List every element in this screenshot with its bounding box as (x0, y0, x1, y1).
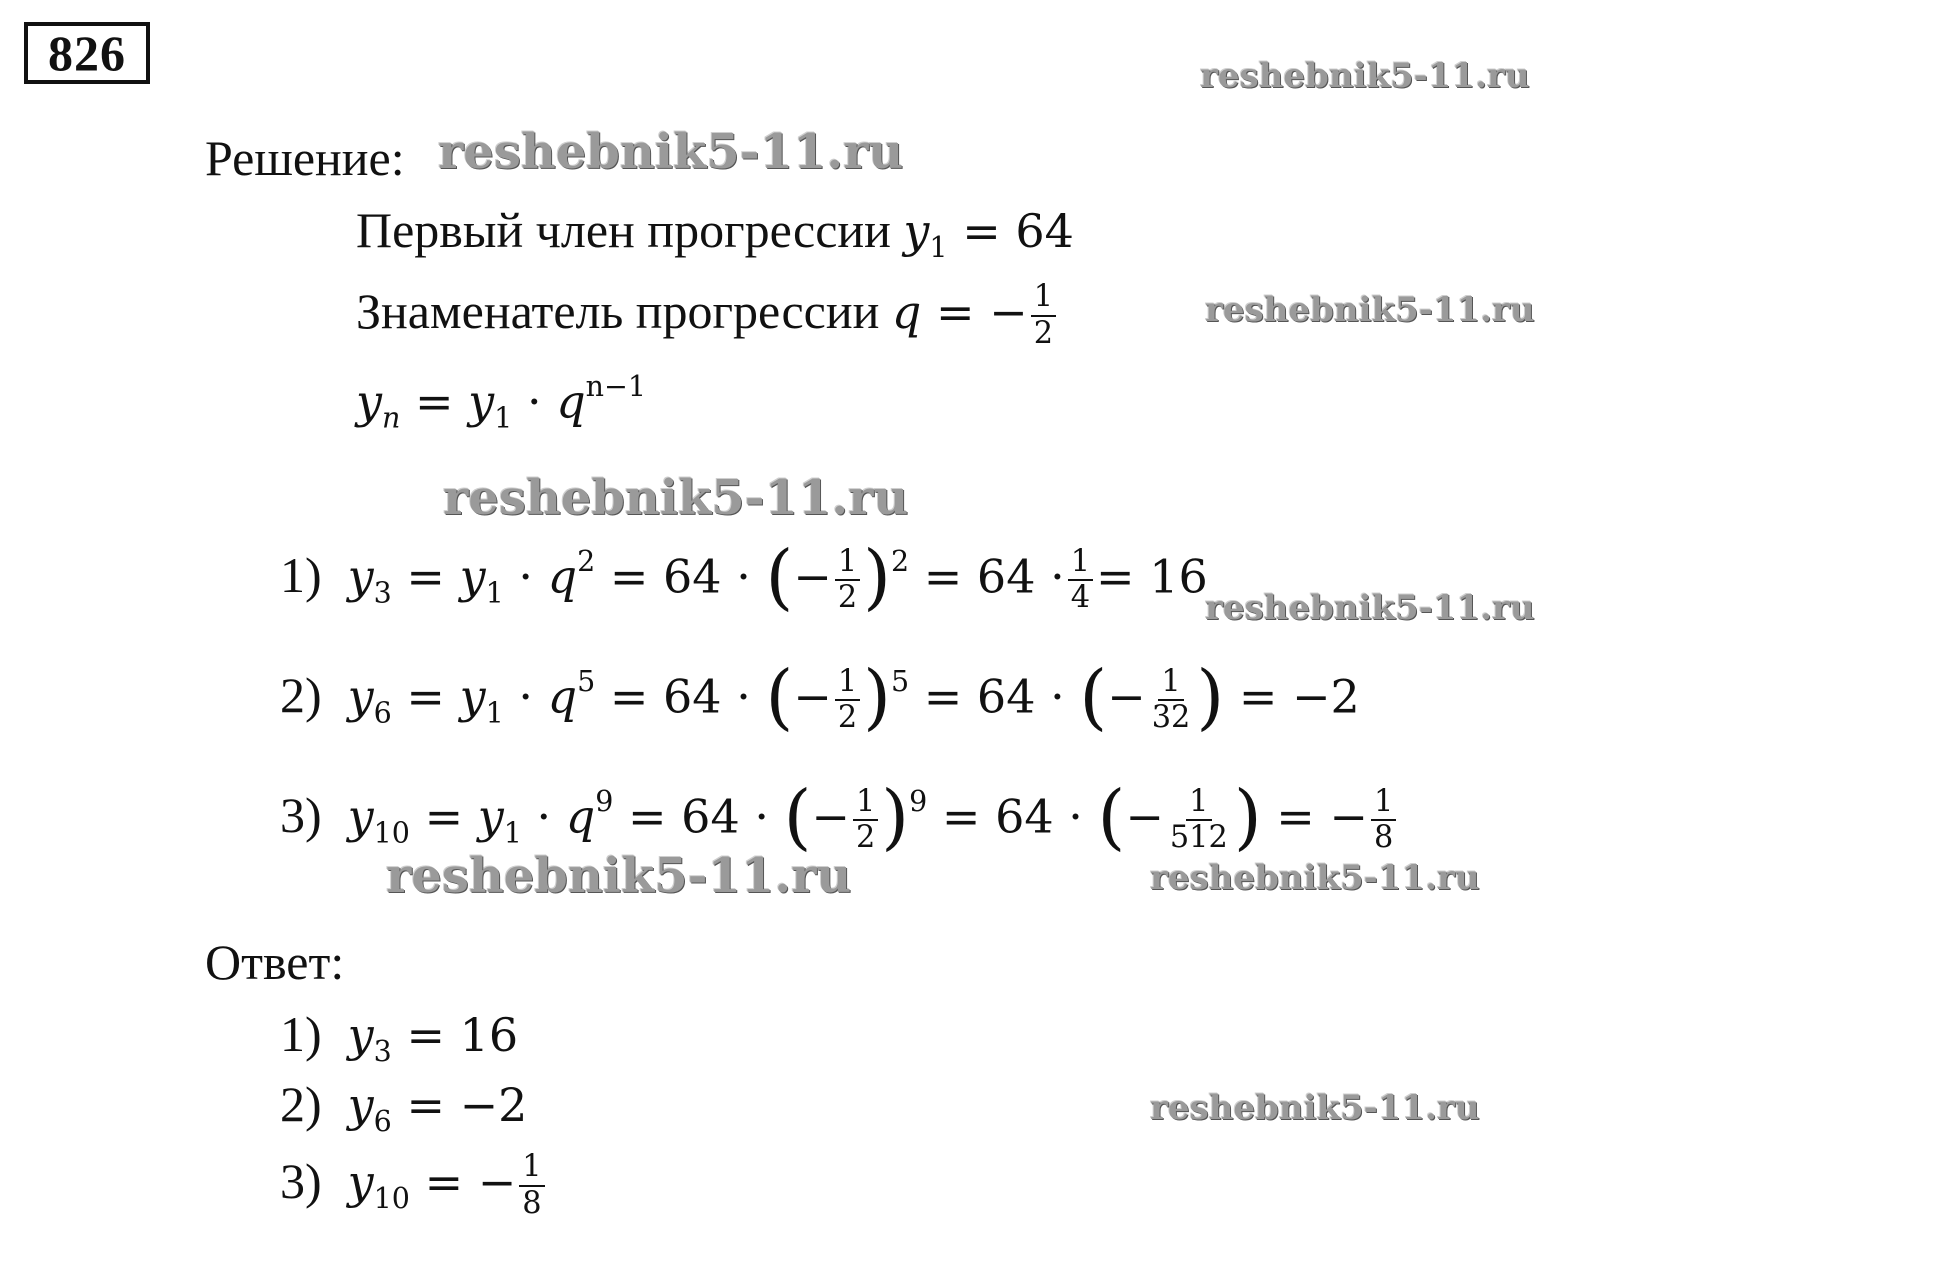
watermark: reshebnik5-11.ru (1150, 858, 1480, 898)
watermark: reshebnik5-11.ru (438, 124, 904, 180)
first-term-line (356, 200, 1074, 278)
solution-label: Решение: (205, 130, 405, 186)
watermark: reshebnik5-11.ru (1200, 56, 1530, 96)
ratio-formula: q = − $\frac{1}{2}$ (892, 285, 1059, 339)
watermark: reshebnik5-11.ru (1205, 588, 1535, 628)
step-2: 2) $y_6 = y_1 \cdot q^5 = 64$ · (− $\frac{1}{2}$ )$^5$ = 64 · (− $\frac{1}{32}$ ) = −2 (280, 655, 1360, 738)
fraction: $\frac{1}{2}$ (835, 545, 860, 617)
fraction: $\frac{1}{512}$ (1169, 783, 1228, 856)
watermark: reshebnik5-11.ru (1205, 290, 1535, 330)
fraction: $\frac{1}{2}$ (1031, 280, 1056, 352)
ratio-label: Знаменатель прогрессии (356, 282, 880, 339)
answer-3: 3) $y_{10}$ = − $\frac{1}{8}$ (280, 1150, 548, 1222)
fraction: $\frac{1}{2}$ (835, 665, 860, 737)
fraction: $\frac{1}{32}$ (1151, 663, 1191, 736)
answer-1: 1) $y_3 = 16$ (280, 1006, 519, 1068)
watermark: reshebnik5-11.ru (386, 848, 852, 904)
answer-2: 2) $y_6 = -2$ (280, 1076, 528, 1138)
fraction: $\frac{1}{2}$ (853, 785, 878, 857)
fraction: $\frac{1}{8}$ (519, 1150, 544, 1222)
answer-label: Ответ: (205, 934, 345, 990)
step-1: 1) $y_3 = y_1 \cdot q^2 = 64$ · (− $\frac{1}{2}$ )$^2$ = 64 · $\frac{1}{4}$ = 16 (280, 535, 1208, 618)
task-number-box: 826 (24, 22, 150, 84)
first-term-formula: $y_1 = 64$ (903, 204, 1074, 264)
watermark: reshebnik5-11.ru (1150, 1088, 1480, 1128)
watermark: reshebnik5-11.ru (443, 470, 909, 526)
fraction: $\frac{1}{4}$ (1068, 545, 1093, 617)
general-formula: $y_n = y_1 \cdot q^{n-1}$ (356, 370, 647, 435)
first-term-label: Первый член прогрессии (356, 202, 891, 258)
ratio-line (356, 280, 1059, 352)
step-3: 3) $y_{10} = y_1 \cdot q^9 = 64$ · (− $\frac{1}{2}$ )$^9$ = 64 · (− $\frac{1}{512}$ ) = − $\frac{1}{8}$ (280, 775, 1399, 858)
fraction: $\frac{1}{8}$ (1371, 785, 1396, 857)
